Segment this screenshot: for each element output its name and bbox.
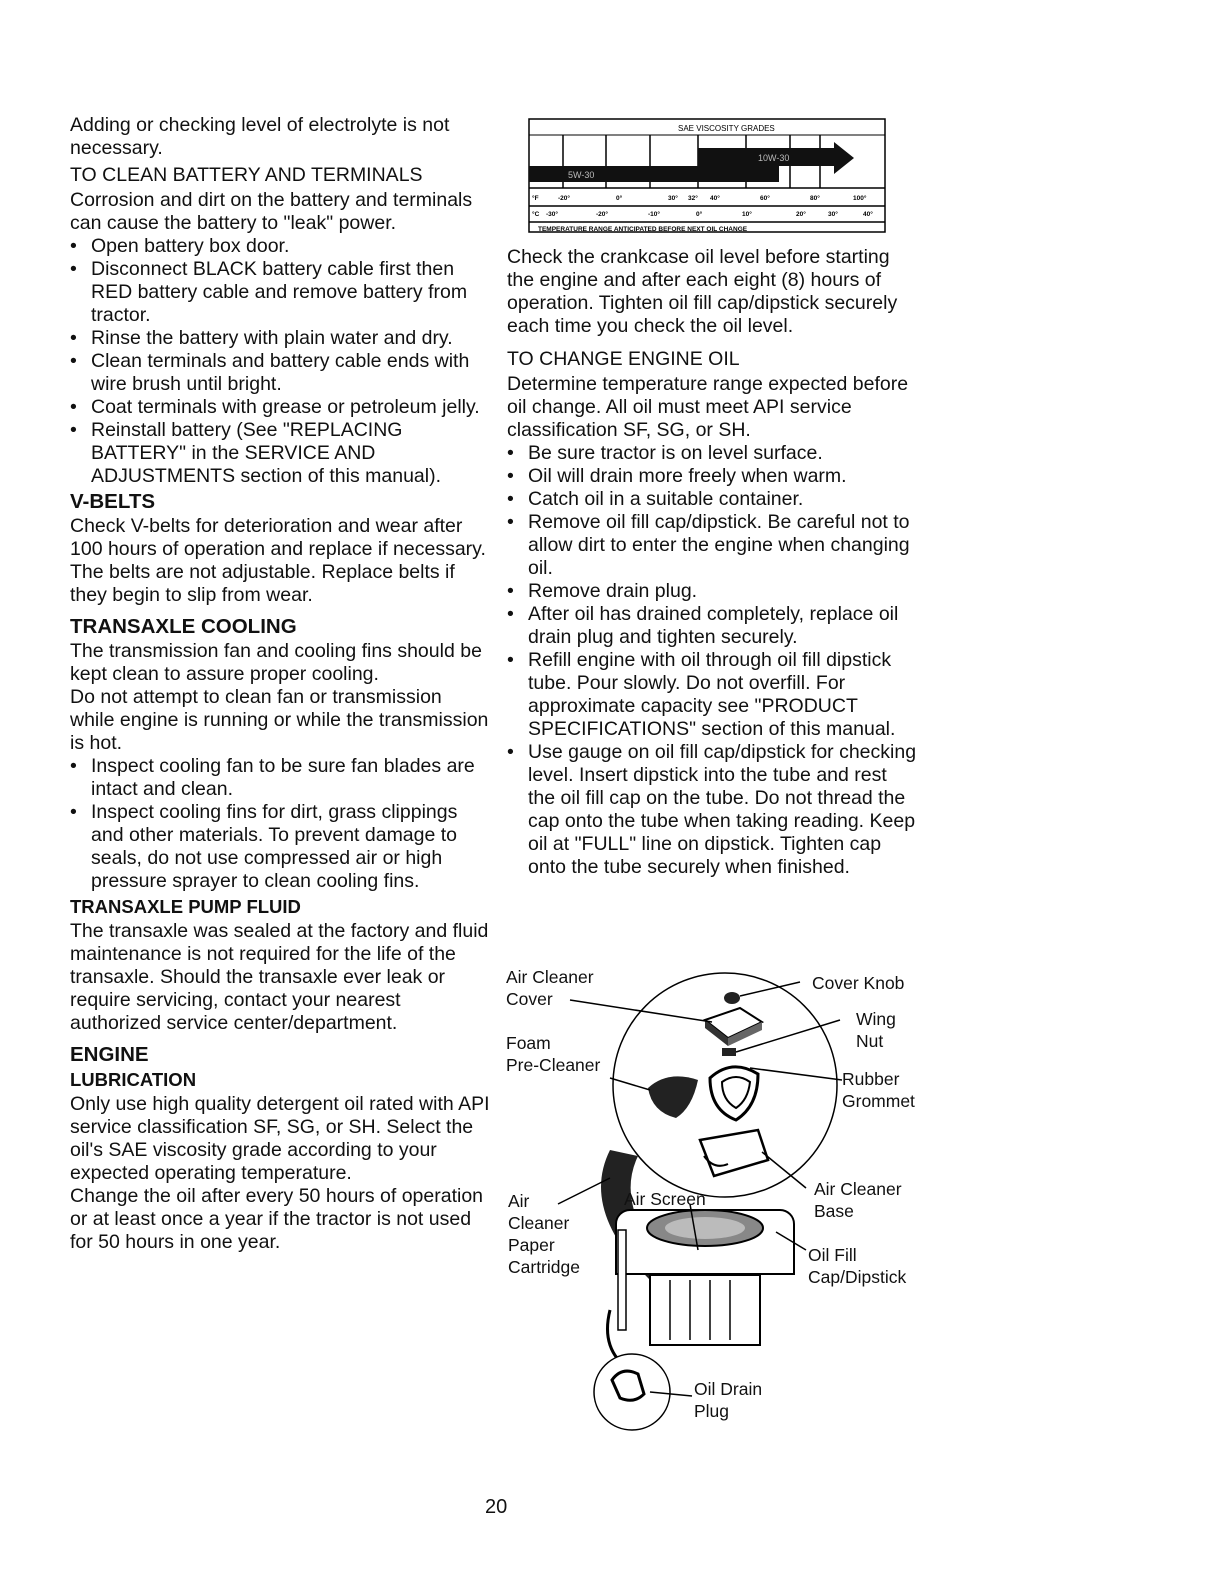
paper-cartridge-label: Air Cleaner Paper Cartridge [508,1191,580,1277]
vbelts-text: Check V-belts for deterioration and wear after 100 hours of operation and replace if necessary. The belts are not adjustable. Replace belts if they begin to slip from wear. [70,515,486,606]
oil-change-interval-text: Change the oil after every 50 hours of operation or at least once a year if the tractor is not used for 50 hours in one year. [70,1185,484,1253]
change-oil-heading: TO CHANGE ENGINE OIL [507,348,740,370]
f-tick: °F [532,195,539,202]
cooling-warning: Do not attempt to clean fan or transmission while engine is running or while the transmission is hot. [70,686,489,754]
battery-heading: TO CLEAN BATTERY AND TERMINALS [70,164,423,186]
f-tick: 30° [668,195,678,202]
list-item: • Inspect cooling fins for dirt, grass clippings and other materials. To prevent damage to seals, do not use compressed air or high pressure sprayer to clean cooling fins. [70,801,490,893]
engine-heading: ENGINE [70,1043,149,1066]
battery-text: Corrosion and dirt on the battery and terminals can cause the battery to "leak" power. [70,189,473,234]
viscosity-chart-title: SAE VISCOSITY GRADES [678,124,775,133]
c-tick: 10° [742,211,752,218]
c-tick: -30° [546,211,558,218]
c-tick: -10° [648,211,660,218]
foam-pre-cleaner-icon [648,1076,698,1118]
list-item: • Disconnect BLACK battery cable first then RED battery cable and remove battery from tractor. [70,258,490,327]
oil-fill-label: Oil Fill Cap/Dipstick [808,1245,907,1287]
c-tick: 30° [828,211,838,218]
air-cleaner-cover-label: Air Cleaner Cover [506,967,594,1009]
viscosity-chart-footer: TEMPERATURE RANGE ANTICIPATED BEFORE NEXT OIL CHANGE [538,226,748,233]
list-item: • Catch oil in a suitable container. [507,488,917,511]
grade-high-label: 10W-30 [758,153,790,163]
pump-heading: TRANSAXLE PUMP FLUID [70,896,301,917]
list-item: • Open battery box door. [70,235,490,258]
rubber-grommet-label: Rubber Grommet [842,1069,915,1111]
air-cleaner-diagram [500,960,930,1440]
vbelts-heading: V-BELTS [70,490,156,513]
wing-nut-icon [722,1048,736,1056]
oil-check-text: Check the crankcase oil level before starting the engine and after each eight (8) hours of operation. Tighten oil fill cap/dipstick securely each time you check the oil level. [507,246,898,337]
list-item: • Reinstall battery (See "REPLACING BATTERY" in the SERVICE AND ADJUSTMENTS section of this manual). [70,419,490,488]
list-item: • Clean terminals and battery cable ends with wire brush until bright. [70,350,490,396]
page-number: 20 [485,1496,508,1518]
foam-pre-cleaner-label: Foam Pre-Cleaner [506,1033,601,1075]
f-tick: 80° [810,195,820,202]
wing-nut-label: Wing Nut [856,1009,896,1051]
cooling-heading: TRANSAXLE COOLING [70,615,297,638]
air-cleaner-base-icon [700,1130,768,1176]
viscosity-chart [528,118,886,234]
air-cleaner-base-label: Air Cleaner Base [814,1179,902,1221]
oil-drain-plug-label: Oil Drain Plug [694,1379,763,1421]
list-item: • After oil has drained completely, replace oil drain plug and tighten securely. [507,603,917,649]
list-item: • Refill engine with oil through oil fill dipstick tube. Pour slowly. Do not overfill. For approximate capacity see "PRODUCT SPECIFICATIONS" section of this manual. [507,649,917,741]
cooling-steps [70,755,490,893]
air-screen-label: Air Screen [624,1189,706,1209]
c-tick: °C [532,211,540,218]
f-tick: 100° [853,195,867,202]
f-tick: 32° [688,195,698,202]
f-tick: 40° [710,195,720,202]
left-column [70,114,490,1254]
list-item: • Remove drain plug. [507,580,917,603]
c-tick: 0° [696,211,703,218]
c-tick: -20° [596,211,608,218]
pump-text: The transaxle was sealed at the factory and fluid maintenance is not required for the life of the transaxle. Should the transaxle ever leak or require servicing, contact your nearest authorized service center/department. [70,920,489,1034]
list-item: • Coat terminals with grease or petroleum jelly. [70,396,490,419]
c-tick: 20° [796,211,806,218]
list-item: • Use gauge on oil fill cap/dipstick for checking level. Insert dipstick into the tube and rest the oil fill cap on the tube. Do not thread the cap onto the tube when taking reading. Keep oil at "FULL" line on dipstick. Tighten cap onto the tube securely when finished. [507,741,917,879]
list-item: • Oil will drain more freely when warm. [507,465,917,488]
list-item: • Inspect cooling fan to be sure fan blades are intact and clean. [70,755,490,801]
list-item: • Remove oil fill cap/dipstick. Be careful not to allow dirt to enter the engine when changing oil. [507,511,917,580]
lubrication-text: Only use high quality detergent oil rated with API service classification SF, SG, or SH. Select the oil's SAE viscosity grade according to your expected operating temperature. [70,1093,490,1184]
cover-knob-icon [724,992,740,1004]
battery-steps [70,235,490,488]
list-item: • Be sure tractor is on level surface. [507,442,917,465]
c-tick: 40° [863,211,873,218]
grade-5w30-bar [529,166,779,182]
change-oil-steps [507,442,917,879]
grade-low-label: 5W-30 [568,170,595,180]
cooling-text: The transmission fan and cooling fins should be kept clean to assure proper cooling. [70,640,482,685]
electrolyte-note: Adding or checking level of electrolyte is not necessary. [70,114,450,159]
cover-knob-label: Cover Knob [812,973,905,993]
f-tick: -20° [558,195,570,202]
f-tick: 60° [760,195,770,202]
change-oil-text: Determine temperature range expected before oil change. All oil must meet API service classification SF, SG, or SH. [507,373,909,441]
right-column [507,246,917,879]
lubrication-heading: LUBRICATION [70,1069,197,1090]
list-item: • Rinse the battery with plain water and dry. [70,327,490,350]
f-tick: 0° [616,195,623,202]
